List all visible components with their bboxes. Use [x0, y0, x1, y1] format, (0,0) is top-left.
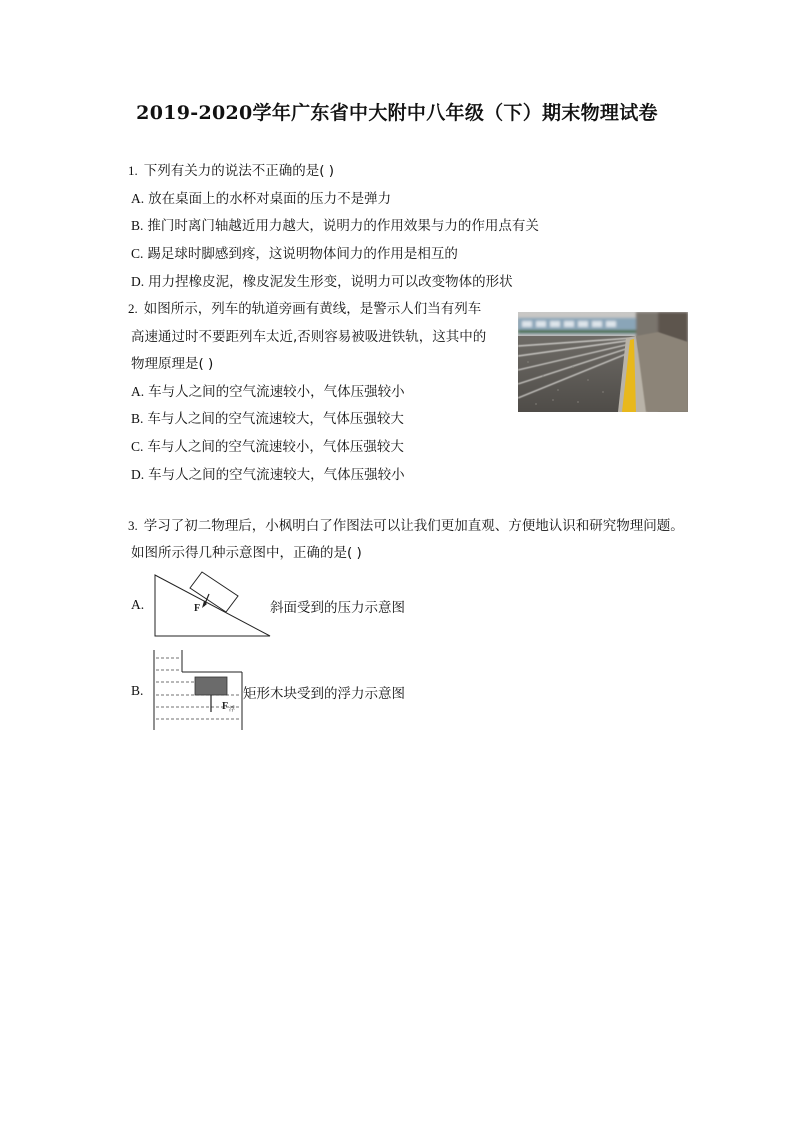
question-2-stem-line-3: 物理原理是( ) [131, 356, 214, 372]
question-2-option-d[interactable] [131, 466, 405, 484]
option-letter: A. [131, 384, 145, 399]
option-letter: D. [131, 467, 145, 482]
buoyancy-force-subscript: 浮 [229, 706, 236, 713]
question-3-stem-line-1 [128, 517, 684, 535]
question-3-option-a-letter[interactable]: A. [131, 597, 145, 612]
question-2-stem-line-1 [128, 300, 481, 318]
incline-pressure-diagram [150, 570, 275, 640]
question-1-text: 下列有关力的说法不正确的是( ) [143, 163, 335, 179]
option-letter: C. [131, 246, 144, 261]
question-2-text: 如图所示，列车的轨道旁画有黄线，是警示人们当有列车 [143, 301, 482, 317]
option-a-caption: 斜面受到的压力示意图 [270, 600, 405, 616]
page-title: 2019-2020学年广东省中大附中八年级（下）期末物理试卷 [136, 102, 658, 124]
question-2-number: 2. [128, 301, 138, 316]
question-1-stem [128, 162, 334, 180]
option-text: 踢足球时脚感到疼，这说明物体间力的作用是相互的 [147, 246, 458, 262]
option-text: 车与人之间的空气流速较小，气体压强较大 [147, 439, 404, 455]
question-1-option-c[interactable] [131, 245, 458, 263]
option-letter: A. [131, 191, 145, 206]
option-text: 车与人之间的空气流速较大，气体压强较小 [148, 467, 405, 483]
option-b-caption: 矩形木块受到的浮力示意图 [243, 686, 405, 702]
question-2-stem-line-2: 高速通过时不要距列车太近,否则容易被吸进铁轨，这其中的 [131, 329, 487, 345]
option-text: 放在桌面上的水杯对桌面的压力不是弹力 [148, 191, 392, 207]
option-text: 用力捏橡皮泥，橡皮泥发生形变，说明力可以改变物体的形状 [148, 274, 513, 290]
question-2-option-c[interactable] [131, 438, 404, 456]
railway-platform-photo [518, 312, 688, 412]
question-1-option-d[interactable] [131, 273, 513, 291]
buoyancy-force-label: F [222, 701, 229, 712]
incline-force-label: F [194, 603, 201, 614]
option-letter: B. [131, 218, 144, 233]
question-2-option-b[interactable] [131, 410, 404, 428]
question-3-stem-line-2: 如图所示得几种示意图中，正确的是( ) [131, 545, 362, 561]
option-text: 车与人之间的空气流速较大，气体压强较大 [147, 411, 404, 427]
option-letter: C. [131, 439, 144, 454]
option-text: 车与人之间的空气流速较小，气体压强较小 [148, 384, 405, 400]
option-letter: B. [131, 411, 144, 426]
question-3-text: 学习了初二物理后，小枫明白了作图法可以让我们更加直观、方便地认识和研究物理问题。 [143, 518, 684, 534]
question-1-option-a[interactable] [131, 190, 391, 208]
option-text: 推门时离门轴越近用力越大，说明力的作用效果与力的作用点有关 [147, 218, 539, 234]
question-1-option-b[interactable] [131, 217, 539, 235]
option-letter: D. [131, 274, 145, 289]
question-1-number: 1. [128, 163, 138, 178]
question-3-number: 3. [128, 518, 138, 533]
question-2-option-a[interactable] [131, 383, 405, 401]
question-3-option-b-letter[interactable]: B. [131, 683, 144, 698]
